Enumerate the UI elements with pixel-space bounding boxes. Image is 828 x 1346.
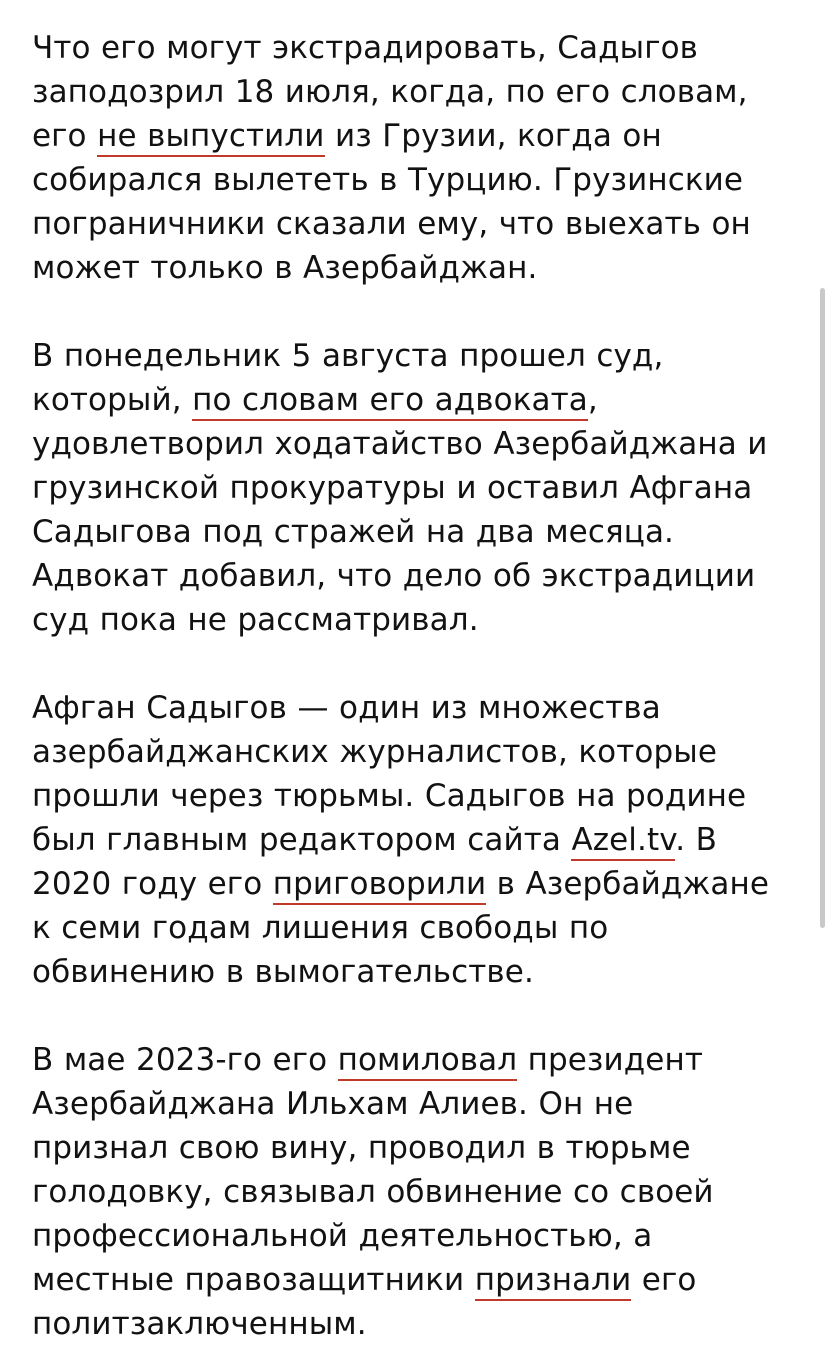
inline-link[interactable]: по словам его адвоката [192, 382, 588, 421]
text-run: В мае 2023-го его [32, 1042, 338, 1078]
paragraph [32, 1038, 772, 1346]
scrollbar-thumb[interactable] [820, 288, 825, 928]
text-run: из Грузии, когда он собирался вылететь в Турцию. Грузинские пограничники сказали ему, что выехать он может только в Азербайджан. [32, 118, 751, 286]
text-run: Что его могут экстрадировать, Садыгов заподозрил 18 июля, когда, по его словам, его [32, 30, 748, 154]
text-run: . В 2020 году его [32, 822, 718, 902]
vertical-scrollbar[interactable] [820, 0, 828, 1334]
paragraph [32, 334, 772, 642]
paragraph [32, 686, 772, 994]
inline-link[interactable]: приговорили [273, 866, 486, 905]
text-run: , удовлетворил ходатайство Азербайджана и грузинской прокуратуры и оставил Афгана Садыгова под стражей на два месяца. Адвокат добавил, что дело об экстрадиции суд пока не рассматривал. [32, 382, 768, 638]
text-run: президент Азербайджана Ильхам Алиев. Он не признал свою вину, проводил в тюрьме голодовку, связывал обвинение со своей профессиональной деятельностью, а местные правозащитники [32, 1042, 714, 1298]
text-run: Афган Садыгов — один из множества азербайджанских журналистов, которые прошли через тюрьмы. Садыгов на родине был главным редактором сайта [32, 690, 747, 858]
inline-link[interactable]: Azel.tv [571, 822, 675, 861]
text-run: В понедельник 5 августа прошел суд, который, [32, 338, 664, 418]
inline-link[interactable]: признали [475, 1262, 632, 1301]
text-run: в Азербайджане к семи годам лишения свободы по обвинению в вымогательстве. [32, 866, 770, 990]
inline-link[interactable]: не выпустили [97, 118, 324, 157]
text-run: его политзаключенным. [32, 1262, 697, 1342]
inline-link[interactable]: помиловал [338, 1042, 518, 1081]
paragraph [32, 26, 772, 290]
